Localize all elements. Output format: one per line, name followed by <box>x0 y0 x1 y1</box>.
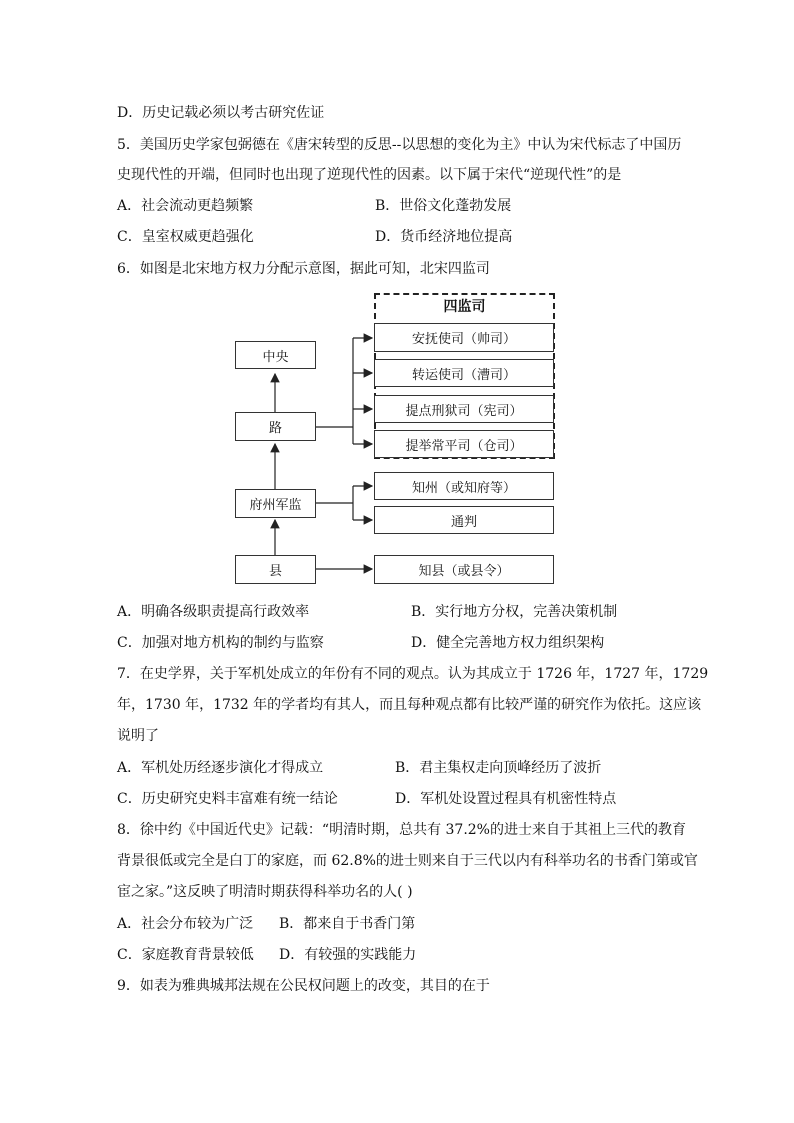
q5-option-d: D．货币经济地位提高 <box>375 229 513 245</box>
q7-option-d: D．军机处设置过程具有机密性特点 <box>395 791 617 807</box>
q5-option-b: B．世俗文化蓬勃发展 <box>375 198 512 214</box>
q8-stem-line3: 宦之家。”这反映了明清时期获得科举功名的人( ) <box>117 884 413 900</box>
node-anfu: 安抚使司（帅司） <box>374 323 554 352</box>
q7-option-c: C．历史研究史料丰富难有统一结论 <box>117 791 338 807</box>
q6-stem-line1: 6．如图是北宋地方权力分配示意图，据此可知，北宋四监司 <box>117 261 490 277</box>
node-county: 县 <box>235 555 316 584</box>
q4-option-d: D．历史记载必须以考古研究佐证 <box>117 105 325 121</box>
node-central: 中央 <box>235 341 316 369</box>
q6-option-d: D．健全完善地方权力组织架构 <box>411 635 605 651</box>
q6-option-a: A．明确各级职责提高行政效率 <box>117 604 310 620</box>
q9-stem-line1: 9．如表为雅典城邦法规在公民权问题上的改变，其目的在于 <box>117 978 490 994</box>
q8-option-b: B．都来自于书香门第 <box>279 916 416 932</box>
q8-stem-line1: 8．徐中约《中国近代史》记载：“明清时期，总共有 37.2%的进士来自于其祖上三代的教育 <box>117 822 686 838</box>
q7-stem-line1: 7．在史学界，关于军机处成立的年份有不同的观点。认为其成立于 1726 年，1727 年，1729 <box>117 666 709 682</box>
node-tiju: 提举常平司（仓司） <box>374 430 554 458</box>
node-prefecture: 府州军监 <box>235 489 316 518</box>
q5-option-c: C．皇室权威更趋强化 <box>117 229 254 245</box>
q7-stem-line3: 说明了 <box>117 728 159 744</box>
q5-stem-line1: 5．美国历史学家包弼德在《唐宋转型的反思--以思想的变化为主》中认为宋代标志了中国历 <box>117 137 682 153</box>
node-tidian: 提点刑狱司（宪司） <box>374 395 554 423</box>
q8-option-c: C．家庭教育背景较低 <box>117 947 254 963</box>
q7-option-a: A．军机处历经逐步演化才得成立 <box>117 760 324 776</box>
q8-stem-line2: 背景很低或完全是白丁的家庭，而 62.8%的进士则来自于三代以内有科举功名的书香门第或官 <box>117 853 698 869</box>
node-tongpan: 通判 <box>374 506 554 534</box>
four-agencies-title: 四监司 <box>443 299 486 315</box>
node-zhuanyun: 转运使司（漕司） <box>374 359 554 387</box>
node-zhixian: 知县（或县令） <box>374 555 554 584</box>
q6-option-c: C．加强对地方机构的制约与监察 <box>117 635 324 651</box>
q7-option-b: B．君主集权走向顶峰经历了波折 <box>395 760 602 776</box>
q8-option-a: A．社会分布较为广泛 <box>117 916 254 932</box>
node-route: 路 <box>235 412 316 441</box>
node-zhizhou: 知州（或知府等） <box>374 472 554 500</box>
q5-option-a: A．社会流动更趋频繁 <box>117 198 254 214</box>
q6-option-b: B．实行地方分权，完善决策机制 <box>411 604 618 620</box>
q8-option-d: D．有较强的实践能力 <box>279 947 417 963</box>
q7-stem-line2: 年，1730 年，1732 年的学者均有其人，而且每种观点都有比较严谨的研究作为依托。这应该 <box>117 697 702 713</box>
q5-stem-line2: 史现代性的开端，但同时也出现了逆现代性的因素。以下属于宋代“逆现代性”的是 <box>117 167 622 183</box>
